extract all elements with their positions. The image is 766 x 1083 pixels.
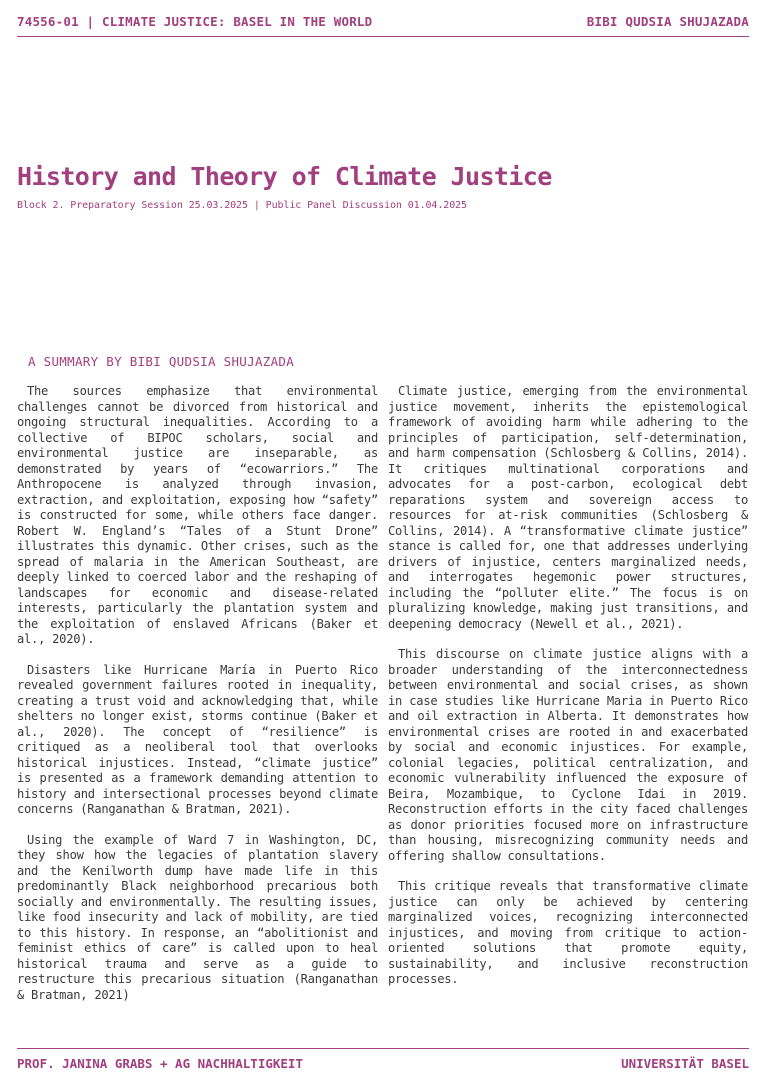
right-column <box>388 384 748 1003</box>
paragraph: Using the example of Ward 7 in Washington, DC, they show how the legacies of plantation slavery and the Kenilworth dump have made life in this predominantly Black neighborhood precarious both socially and environmentally. The resulting issues, like food insecurity and lack of mobility, are tied to this history. In response, an “abolitionist and feminist ethics of care” is called upon to heal historical trauma and serve as a guide to restructure this precarious situation (Ranganathan & Bratman, 2021) <box>17 832 378 1002</box>
paragraph: Disasters like Hurricane María in Puerto Rico revealed government failures rooted in inequality, creating a trust void and acknowledging that, while shelters no longer exist, storms continue (Baker et al., 2020). The concept of “resilience” is critiqued as a neoliberal tool that overlooks historical injustices. Instead, “climate justice” is presented as a framework demanding attention to history and intersectional processes beyond climate concerns (Ranganathan & Bratman, 2021). <box>17 662 378 816</box>
header-author: BIBI QUDSIA SHUJAZADA <box>586 14 749 29</box>
page-subtitle: Block 2. Preparatory Session 25.03.2025 | Public Panel Discussion 01.04.2025 <box>17 200 467 211</box>
footer-professor: PROF. JANINA GRABS + AG NACHHALTIGKEIT <box>17 1056 303 1071</box>
paragraph: Climate justice, emerging from the environmental justice movement, inherits the epistemological framework of avoiding harm while adhering to the principles of participation, self-determination, and harm compensation (Schlosberg & Collins, 2014). It critiques multinational corporations and advocates for a post-carbon, ecological debt reparations system and sovereign access to resources for at-risk communities (Schlosberg & Collins, 2014). A “transformative climate justice” stance is called for, one that addresses underlying drivers of injustice, centers marginalized needs, and interrogates hegemonic power structures, including the “polluter elite.” The focus is on pluralizing knowledge, making just transitions, and deepening democracy (Newell et al., 2021). <box>388 384 748 631</box>
footer-university: UNIVERSITÄT BASEL <box>621 1056 749 1071</box>
paragraph: This discourse on climate justice aligns with a broader understanding of the interconnectedness between environmental and social crises, as shown in case studies like Hurricane Maria in Puerto Rico and oil extraction in Alberta. It demonstrates how environmental crises are rooted in and exacerbated by social and economic injustices. For example, colonial legacies, political centralization, and economic vulnerability influenced the exposure of Beira, Mozambique, to Cyclone Idai in 2019. Reconstruction efforts in the city faced challenges as donor priorities focused more on infrastructure than housing, misrecognizing community needs and offering shallow consultations. <box>388 647 748 863</box>
paragraph: This critique reveals that transformative climate justice can only be achieved by centering marginalized voices, recognizing interconnected injustices, and moving from critique to action-oriented solutions that promote equity, sustainability, and inclusive reconstruction processes. <box>388 879 748 986</box>
paragraph: The sources emphasize that environmental challenges cannot be divorced from historical and ongoing structural inequalities. According to a collective of BIPOC scholars, social and environmental justice are inseparable, as demonstrated by years of “ecowarriors.” The Anthropocene is analyzed through invasion, extraction, and exploitation, exposing how “safety” is constructed for some, while others face danger. Robert W. England’s “Tales of a Stunt Drone” illustrates this dynamic. Other crises, such as the spread of malaria in the American Southeast, are deeply linked to coerced labor and the reshaping of landscapes for economic and disease-related interests, particularly the plantation system and the exploitation of enslaved Africans (Baker et al., 2020). <box>17 384 378 646</box>
page-title: History and Theory of Climate Justice <box>17 162 552 191</box>
summary-label: A SUMMARY BY BIBI QUDSIA SHUJAZADA <box>28 354 295 369</box>
header-course: 74556-01 | CLIMATE JUSTICE: BASEL IN THE WORLD <box>17 14 373 29</box>
left-column <box>17 384 378 1018</box>
page-header <box>17 14 749 37</box>
page-footer <box>17 1048 749 1071</box>
